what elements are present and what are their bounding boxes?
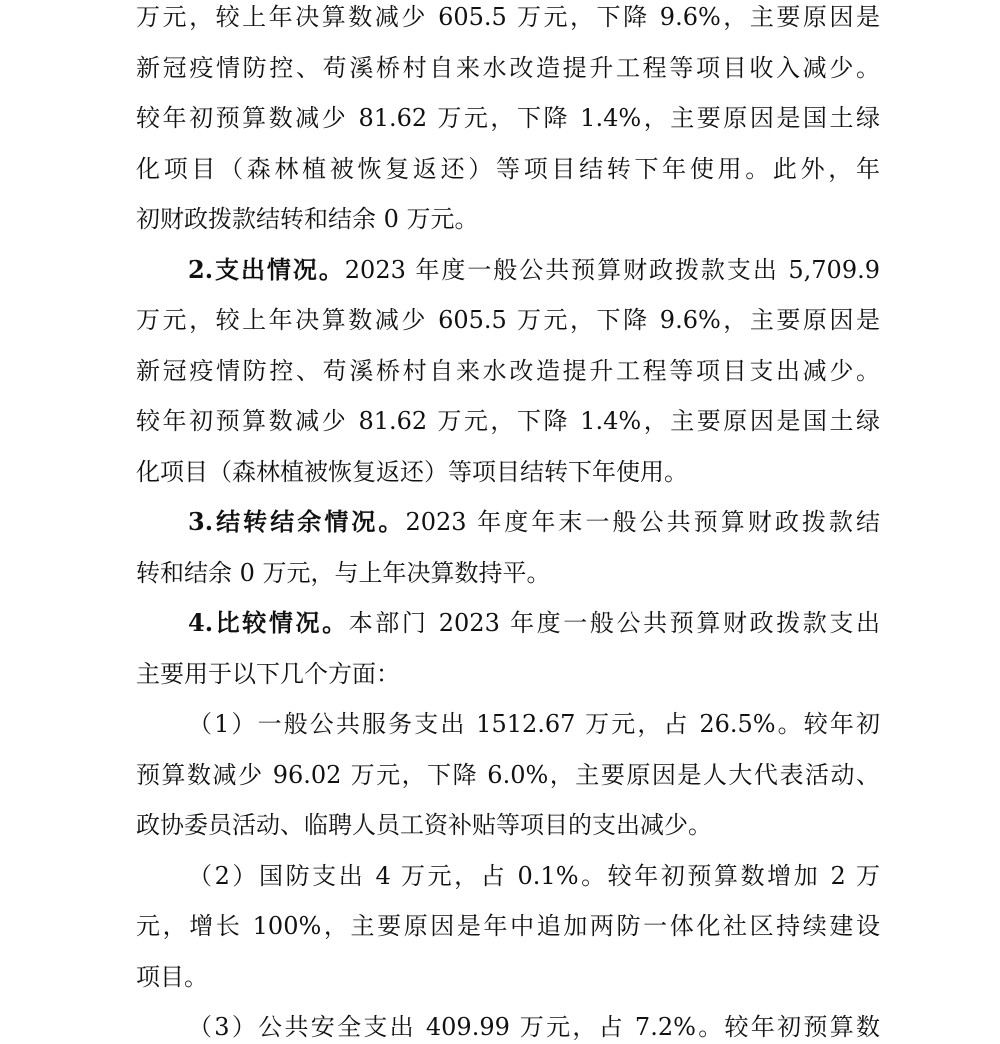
paragraph-first-line [188, 505, 880, 539]
section-heading-comparison: 4.比较情况。 [188, 608, 349, 637]
text-line: 万元，较上年决算数减少 605.5 万元，下降 9.6%，主要原因是 [136, 3, 880, 31]
text-line: 预算数减少 96.02 万元，下降 6.0%，主要原因是人大代表活动、 [136, 761, 880, 789]
paragraph-first-line [188, 606, 880, 640]
text-run: 2023 年度一般公共预算财政拨款支出 5,709.9 [344, 256, 880, 284]
list-item-line: （1）一般公共服务支出 1512.67 万元，占 26.5%。较年初 [188, 710, 880, 738]
text-line: 化项目（森林植被恢复返还）等项目结转下年使用。 [136, 458, 688, 486]
section-heading-carryover: 3.结转结余情况。 [188, 507, 406, 536]
paragraph-first-line [188, 253, 880, 287]
text-line: 万元，较上年决算数减少 605.5 万元，下降 9.6%，主要原因是 [136, 306, 880, 334]
list-item-line: （3）公共安全支出 409.99 万元，占 7.2%。较年初预算数 [188, 1013, 880, 1041]
text-line: 较年初预算数减少 81.62 万元，下降 1.4%，主要原因是国土绿 [136, 104, 880, 132]
text-line: 较年初预算数减少 81.62 万元，下降 1.4%，主要原因是国土绿 [136, 407, 880, 435]
text-line: 化项目（森林植被恢复返还）等项目结转下年使用。此外，年 [136, 155, 880, 183]
text-line: 主要用于以下几个方面： [136, 660, 400, 688]
list-item-line: （2）国防支出 4 万元，占 0.1%。较年初预算数增加 2 万 [188, 862, 880, 890]
text-line: 新冠疫情防控、苟溪桥村自来水改造提升工程等项目支出减少。 [136, 357, 880, 385]
section-heading-expenditure: 2.支出情况。 [188, 255, 345, 284]
text-run: 2023 年度年末一般公共预算财政拨款结 [405, 508, 880, 536]
text-line: 初财政拨款结转和结余 0 万元。 [136, 205, 479, 233]
text-line: 政协委员活动、临聘人员工资补贴等项目的支出减少。 [136, 811, 712, 839]
text-line: 新冠疫情防控、苟溪桥村自来水改造提升工程等项目收入减少。 [136, 54, 880, 82]
text-line: 元，增长 100%，主要原因是年中追加两防一体化社区持续建设 [136, 912, 880, 940]
text-run: 本部门 2023 年度一般公共预算财政拨款支出 [348, 609, 880, 637]
text-line: 转和结余 0 万元，与上年决算数持平。 [136, 559, 551, 587]
text-line: 项目。 [136, 963, 208, 991]
